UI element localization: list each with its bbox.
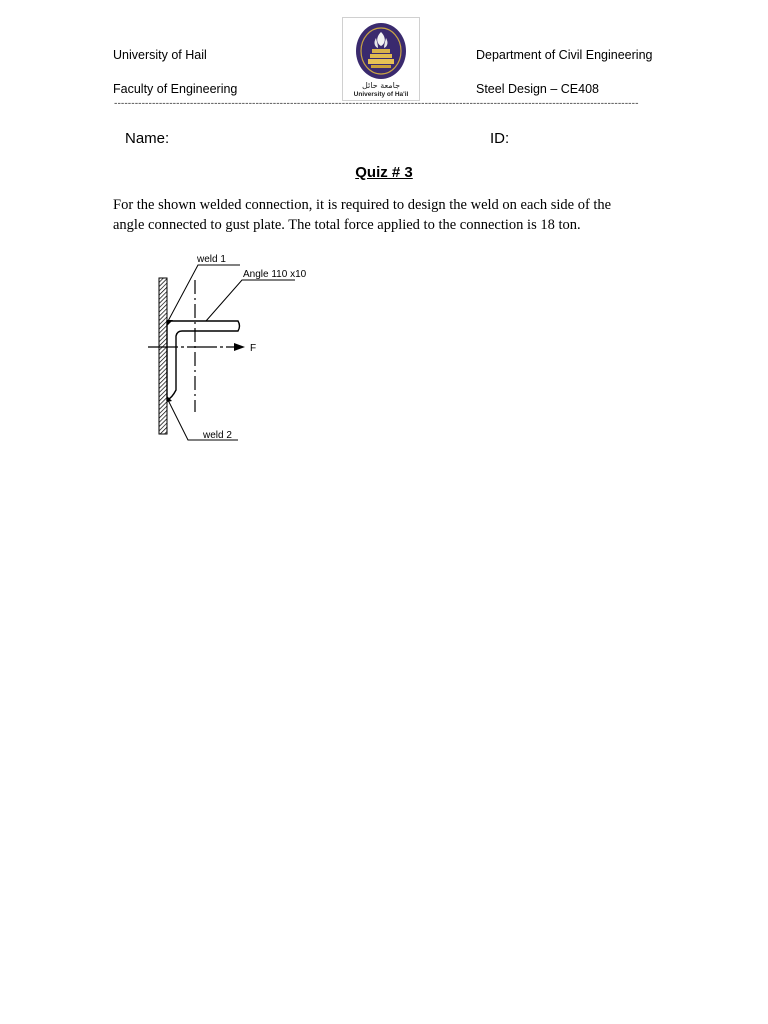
force-label: F (250, 343, 257, 354)
weld2-label: weld 2 (203, 430, 232, 441)
angle-section (167, 321, 240, 400)
logo-arabic-text: جامعة حائل (361, 81, 401, 90)
weld-connection-diagram (140, 250, 340, 450)
angle-label: Angle 110 x10 (243, 269, 307, 280)
logo-english-text: University of Ha'il (353, 91, 409, 98)
quiz-title: Quiz # 3 (355, 164, 413, 181)
header-divider: -------------------------------------------------------------------------------------------------------------------------------------------------------- (113, 99, 638, 109)
angle-leader (206, 280, 295, 321)
university-logo (342, 17, 420, 101)
department-name: Department of Civil Engineering (476, 48, 653, 62)
gusset-plate (159, 278, 167, 434)
problem-statement: For the shown welded connection, it is required to design the weld on each side of the angle connected to gust plate. The total force applied to the connection is 18 ton. (113, 197, 612, 233)
course-name: Steel Design – CE408 (476, 82, 599, 96)
force-arrow-head (234, 343, 245, 351)
weld1-label: weld 1 (197, 254, 226, 265)
id-field-label: ID: (490, 130, 510, 147)
university-name: University of Hail (113, 48, 207, 62)
faculty-name: Faculty of Engineering (113, 82, 238, 96)
name-field-label: Name: (125, 130, 170, 147)
